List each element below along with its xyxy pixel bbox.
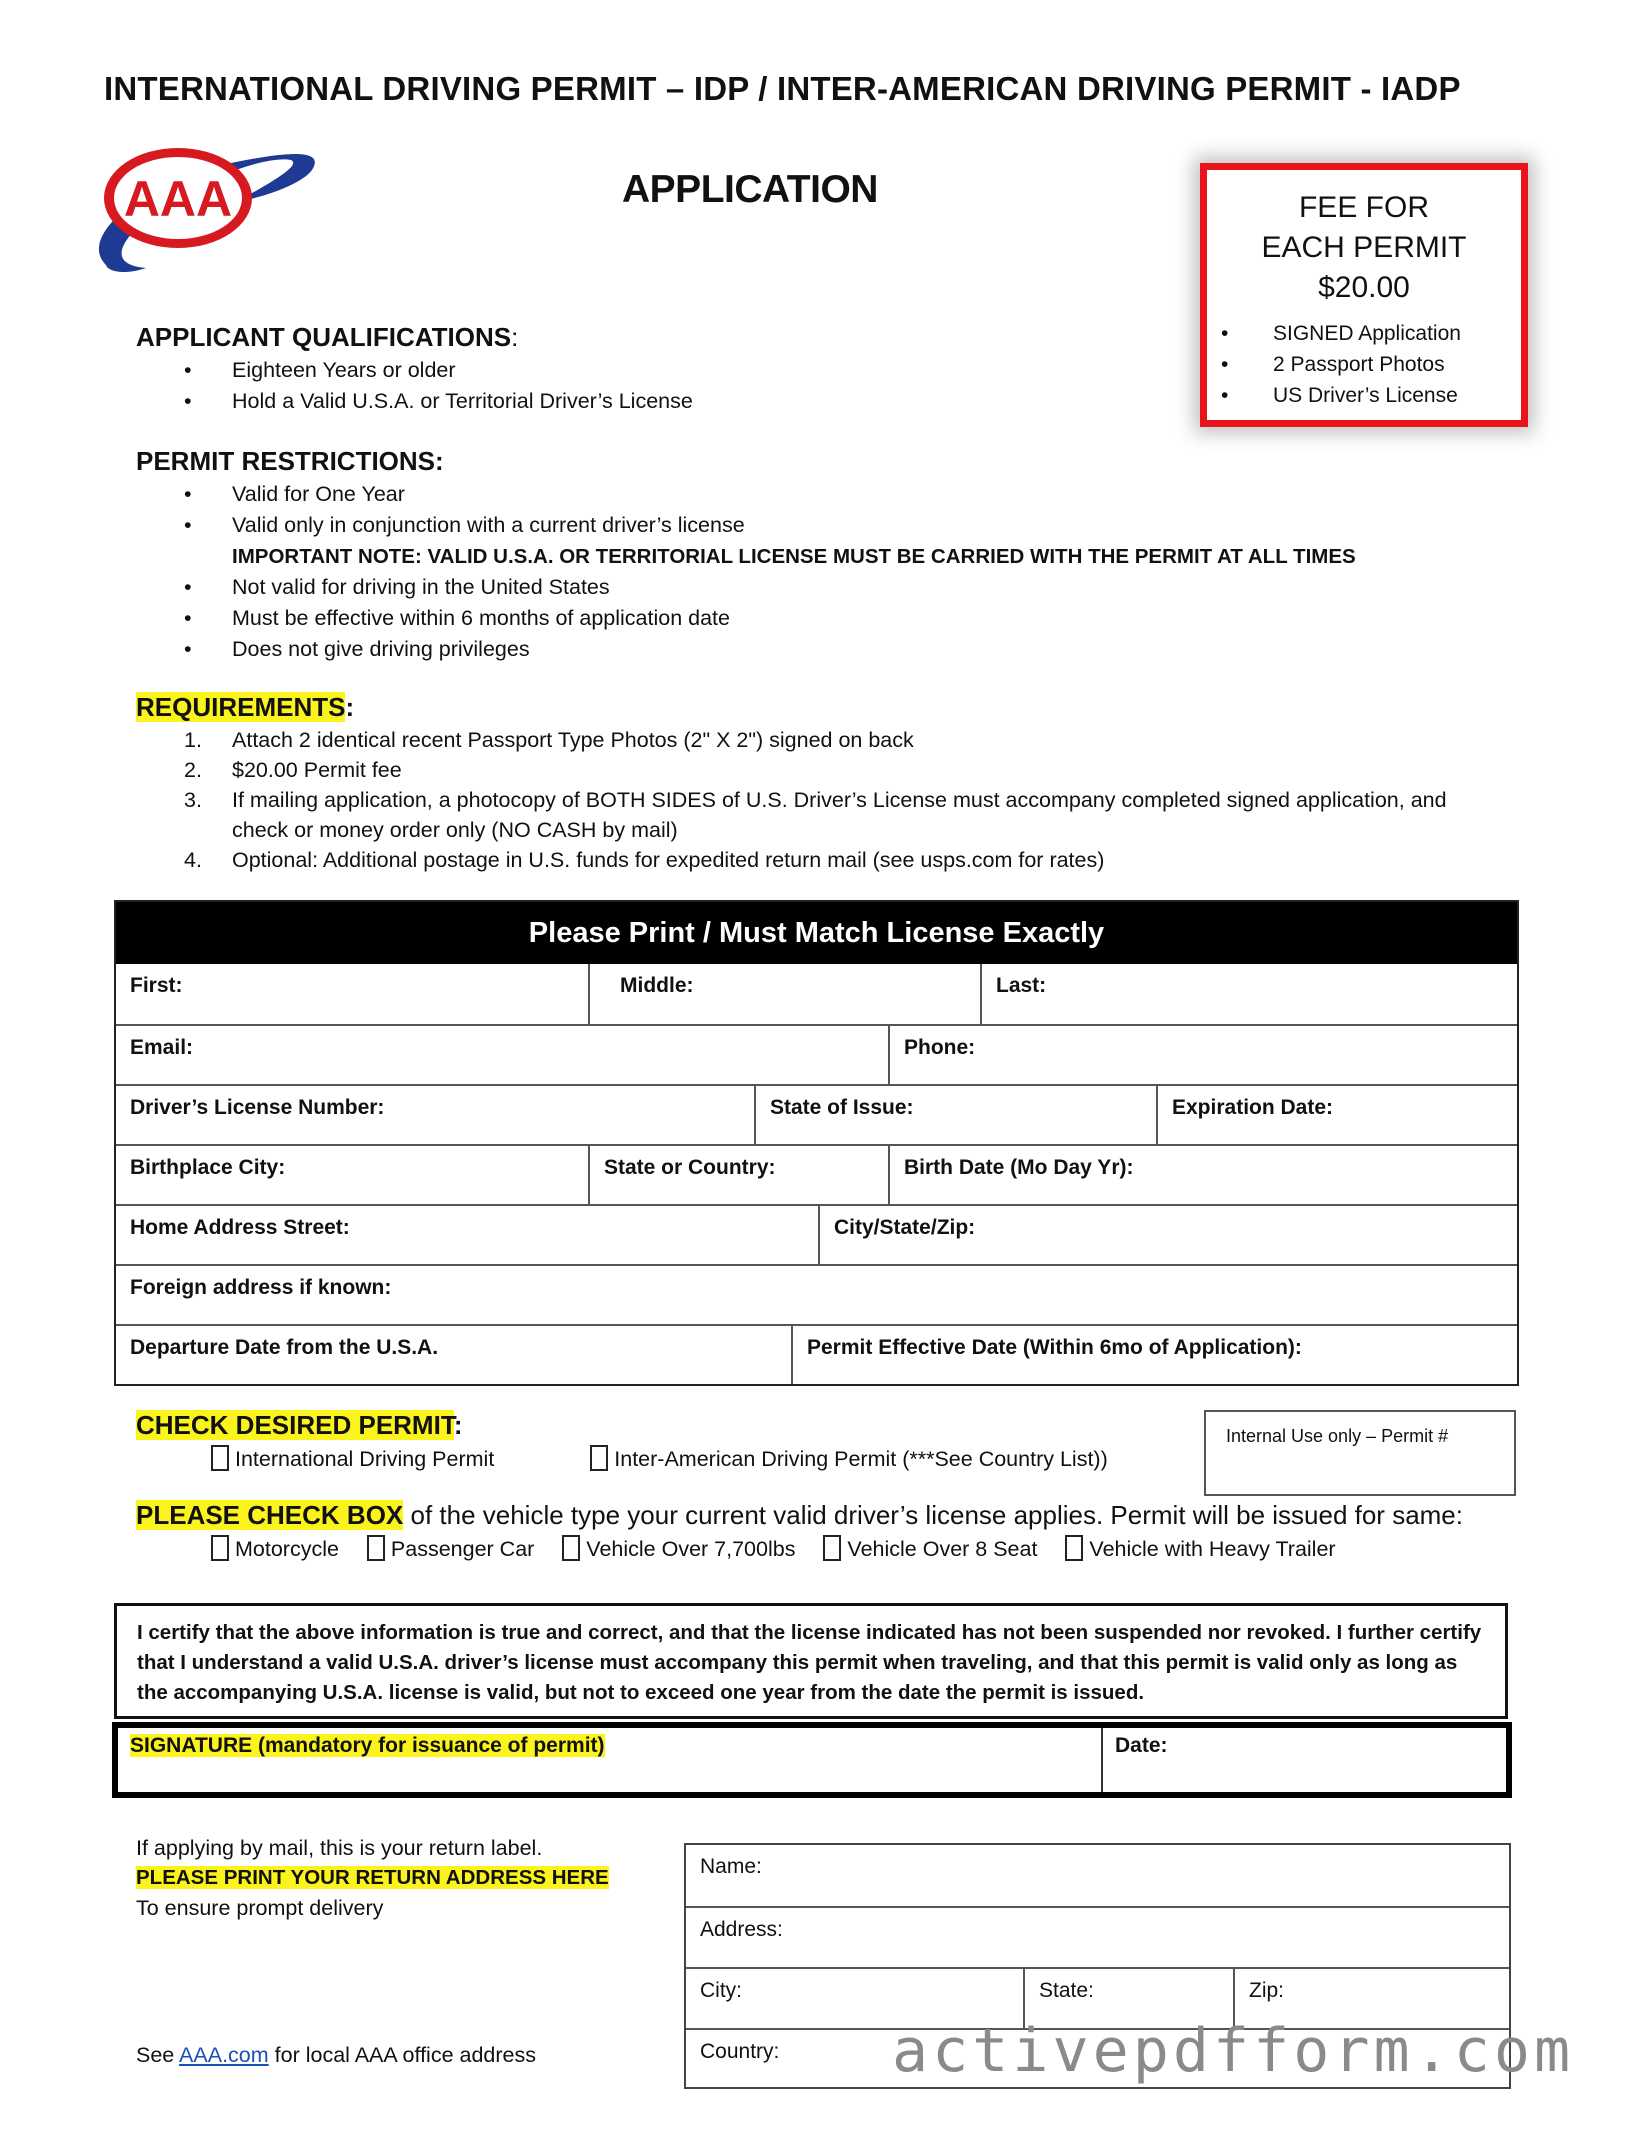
return-city-field[interactable]: City: xyxy=(700,1979,742,2002)
fee-item: • 2 Passport Photos xyxy=(1207,349,1521,380)
restriction-item: • Valid only in conjunction with a current driver’s license xyxy=(136,510,1356,541)
desired-permit-heading: CHECK DESIRED PERMIT: xyxy=(136,1410,463,1440)
first-name-field[interactable]: First: xyxy=(130,974,183,997)
return-label-delivery: To ensure prompt delivery xyxy=(136,1896,384,1920)
heavy-trailer-checkbox[interactable] xyxy=(1065,1535,1083,1561)
phone-field[interactable]: Phone: xyxy=(888,1026,1517,1084)
iadp-option-label: Inter-American Driving Permit (***See Country List)) xyxy=(614,1447,1108,1471)
aaa-link[interactable]: AAA.com xyxy=(179,2043,269,2067)
vehicle-option-label: Vehicle with Heavy Trailer xyxy=(1089,1537,1336,1561)
footer-note: See AAA.com for local AAA office address xyxy=(136,2043,536,2067)
fee-item: • US Driver’s License xyxy=(1207,380,1521,411)
fee-line2: EACH PERMIT xyxy=(1261,231,1467,264)
logo-text: AAA xyxy=(123,171,233,227)
document-title: INTERNATIONAL DRIVING PERMIT – IDP / INTER-AMERICAN DRIVING PERMIT - IADP xyxy=(104,70,1461,107)
over-8-seat-checkbox[interactable] xyxy=(823,1535,841,1561)
return-state-field[interactable]: State: xyxy=(1023,1969,1233,2028)
last-name-field[interactable]: Last: xyxy=(980,964,1517,1024)
requirement-item: 3. If mailing application, a photocopy of BOTH SIDES of U.S. Driver’s License must accompany completed signed application, and check or money order only (NO CASH by mail) xyxy=(184,788,1447,842)
heavy-vehicle-checkbox[interactable] xyxy=(562,1535,580,1561)
iadp-checkbox[interactable] xyxy=(590,1445,608,1471)
return-country-field[interactable]: Country: xyxy=(700,2040,780,2063)
middle-name-field[interactable]: Middle: xyxy=(588,964,980,1024)
qualification-item: • Eighteen Years or older xyxy=(136,355,693,386)
return-name-field[interactable]: Name: xyxy=(700,1855,762,1878)
fee-line1: FEE FOR xyxy=(1298,191,1429,224)
vehicle-option-label: Passenger Car xyxy=(390,1537,535,1561)
restriction-item: • Must be effective within 6 months of application date xyxy=(136,603,1356,634)
vehicle-option-label: Motorcycle xyxy=(235,1537,339,1561)
email-field[interactable]: Email: xyxy=(130,1036,194,1059)
applicant-form xyxy=(114,900,1519,1386)
form-heading: Please Print / Must Match License Exactly xyxy=(116,902,1517,964)
state-country-field[interactable]: State or Country: xyxy=(588,1146,888,1204)
signature-field[interactable]: SIGNATURE (mandatory for issuance of permit) xyxy=(118,1728,1103,1792)
passenger-car-checkbox[interactable] xyxy=(367,1535,385,1561)
fee-amount: $20.00 xyxy=(1318,271,1410,304)
restriction-item: • Valid for One Year xyxy=(136,479,1356,510)
internal-use-box: Internal Use only – Permit # xyxy=(1204,1410,1516,1496)
return-zip-field[interactable]: Zip: xyxy=(1233,1969,1509,2028)
fee-item: • SIGNED Application xyxy=(1207,318,1521,349)
restriction-item: • Does not give driving privileges xyxy=(136,634,1356,665)
requirement-item: 1. Attach 2 identical recent Passport Type Photos (2" X 2") signed on back xyxy=(184,728,914,752)
vehicle-option-label: Vehicle Over 8 Seat xyxy=(847,1537,1038,1561)
expiration-date-field[interactable]: Expiration Date: xyxy=(1156,1086,1517,1144)
city-state-zip-field[interactable]: City/State/Zip: xyxy=(818,1206,1517,1264)
qualifications-heading: APPLICANT QUALIFICATIONS: xyxy=(136,322,519,352)
return-address-field[interactable]: Address: xyxy=(700,1918,783,1941)
birthplace-city-field[interactable]: Birthplace City: xyxy=(130,1156,286,1179)
license-number-field[interactable]: Driver’s License Number: xyxy=(130,1096,385,1119)
home-street-field[interactable]: Home Address Street: xyxy=(130,1216,350,1239)
qualification-item: • Hold a Valid U.S.A. or Territorial Driver’s License xyxy=(136,386,693,417)
return-label-instruction: PLEASE PRINT YOUR RETURN ADDRESS HERE xyxy=(136,1866,609,1889)
foreign-address-field[interactable]: Foreign address if known: xyxy=(130,1276,392,1299)
vehicle-option-label: Vehicle Over 7,700lbs xyxy=(586,1537,796,1561)
watermark: activepdfform.com xyxy=(892,2016,1575,2086)
state-of-issue-field[interactable]: State of Issue: xyxy=(754,1086,1156,1144)
fee-box xyxy=(1200,163,1528,427)
application-heading: APPLICATION xyxy=(622,168,878,211)
idp-option-label: International Driving Permit xyxy=(235,1447,495,1471)
effective-date-field[interactable]: Permit Effective Date (Within 6mo of Application): xyxy=(791,1326,1517,1384)
return-label-note: If applying by mail, this is your return label. xyxy=(136,1836,543,1860)
idp-checkbox[interactable] xyxy=(211,1445,229,1471)
requirements-heading: REQUIREMENTS: xyxy=(136,692,355,722)
certification-statement: I certify that the above information is true and correct, and that the license indicated has not been suspended nor revoked. I further certify that I understand a valid U.S.A. driver’s license must accompany this permit when traveling, and that this permit is valid only as long as the accompanying U.S.A. license is valid, but not to exceed one year from the date the permit is issued. xyxy=(114,1603,1508,1719)
aaa-logo xyxy=(86,140,322,286)
restriction-item: • Not valid for driving in the United States xyxy=(136,572,1356,603)
signature-box xyxy=(112,1722,1512,1798)
requirement-item: 4. Optional: Additional postage in U.S. funds for expedited return mail (see usps.com for rates) xyxy=(184,848,1105,872)
requirement-item: 2. $20.00 Permit fee xyxy=(184,758,402,782)
vehicle-instruction: PLEASE CHECK BOX of the vehicle type your current valid driver’s license applies. Permit will be issued for same: xyxy=(136,1500,1463,1530)
restrictions-heading: PERMIT RESTRICTIONS: xyxy=(136,446,444,476)
motorcycle-checkbox[interactable] xyxy=(211,1535,229,1561)
departure-date-field[interactable]: Departure Date from the U.S.A. xyxy=(130,1336,439,1359)
important-note: IMPORTANT NOTE: VALID U.S.A. OR TERRITORIAL LICENSE MUST BE CARRIED WITH THE PERMIT AT ALL TIMES xyxy=(232,545,1356,568)
signature-date-field[interactable]: Date: xyxy=(1115,1734,1168,1757)
birth-date-field[interactable]: Birth Date (Mo Day Yr): xyxy=(888,1146,1517,1204)
